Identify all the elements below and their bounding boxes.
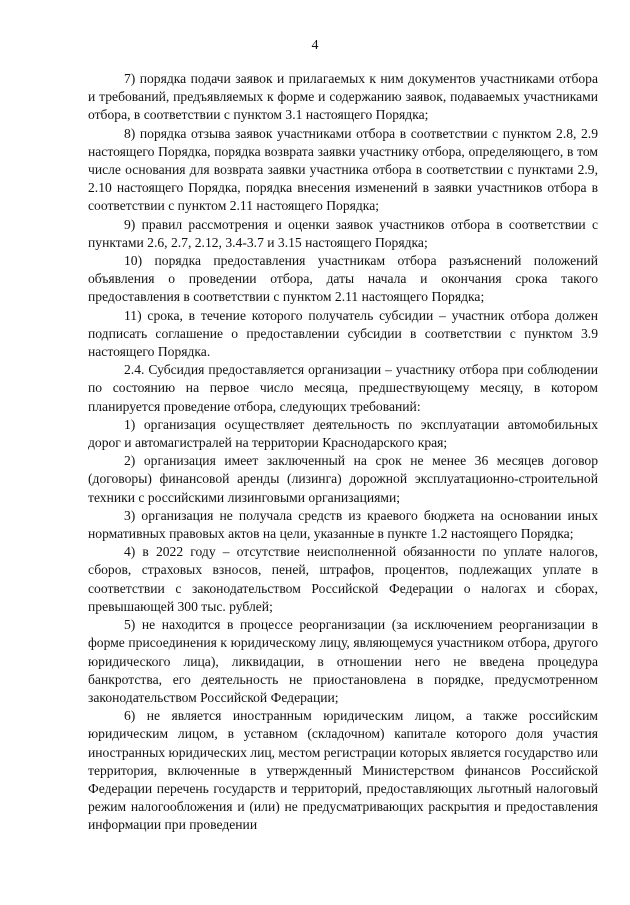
paragraph-section-2-4: 2.4. Субсидия предоставляется организации – участнику отбора при соблюдении по состоянию на первое число месяца, предшествующему месяцу, в котором планируется проведение отбора, следующих требований:: [88, 362, 598, 414]
paragraph-item-10: 10) порядка предоставления участникам отбора разъяснений положений объявления о проведении отбора, даты начала и окончания срока такого предоставления в соответствии с пунктом 2.11 настоящего Порядка;: [88, 253, 598, 305]
page-number: 4: [311, 38, 319, 53]
paragraph-item-11: 11) срока, в течение которого получатель субсидии – участник отбора должен подписать соглашение о предоставлении субсидии в соответствии с пунктом 3.9 настоящего Порядка.: [88, 307, 598, 360]
paragraph-requirement-2: 2) организация имеет заключенный на срок не менее 36 месяцев договор (договоры) финансовой аренды (лизинга) дорожной эксплуатационно-строительной техники с российскими лизинговыми организациями;: [88, 453, 598, 505]
paragraph-requirement-4: 4) в 2022 году – отсутствие неисполненной обязанности по уплате налогов, сборов, страховых взносов, пеней, штрафов, процентов, подлежащих уплате в соответствии с законодательством Российской Федерации о налогах и сборах, превышающей 300 тыс. рублей;: [88, 544, 598, 614]
paragraph-requirement-6: 6) не является иностранным юридическим лицом, а также российским юридическим лицом, в уставном (складочном) капитале которого доля участия иностранных юридических лиц, местом регистрации которых является государство или территория, включенные в утвержденный Министерством финансов Российской Федерации перечень государств и территорий, предоставляющих льготный налоговый режим налогообложения и (или) не предусматривающих раскрытия и предоставления информации при проведении: [88, 708, 598, 833]
paragraph-requirement-5: 5) не находится в процессе реорганизации (за исключением реорганизации в форме присоединения к юридическому лицу, являющемуся участником отбора, другого юридического лица), ликвидации, в отношении него не введена процедура банкротства, его деятельность не приостановлена в порядке, предусмотренном законодательством Российской Федерации;: [88, 617, 598, 705]
paragraph-item-9: 9) правил рассмотрения и оценки заявок участников отбора в соответствии с пунктами 2.6, 2.7, 2.12, 3.4-3.7 и 3.15 настоящего Порядка;: [88, 216, 598, 250]
paragraph-requirement-1: 1) организация осуществляет деятельность по эксплуатации автомобильных дорог и автомагистралей на территории Краснодарского края;: [88, 416, 598, 451]
paragraph-requirement-3: 3) организация не получала средств из краевого бюджета на основании иных нормативных правовых актов на цели, указанные в пункте 1.2 настоящего Порядка;: [88, 507, 598, 542]
document-body: [88, 70, 598, 835]
paragraph-item-7: 7) порядка подачи заявок и прилагаемых к ним документов участниками отбора и требований, предъявляемых к форме и содержанию заявок, подаваемых участниками отбора, в соответствии с пунктом 3.1 настоящего Порядка;: [88, 71, 598, 123]
paragraph-item-8: 8) порядка отзыва заявок участниками отбора в соответствии с пунктом 2.8, 2.9 настоящего Порядка, порядка возврата заявки участнику отбора, определяющего, в том числе основания для возврата заявки участника отбора в соответствии с пунктами 2.9, 2.10 настоящего Порядка, порядка внесения изменений в заявки участников отбора в соответствии с пунктом 2.11 настоящего Порядка;: [88, 125, 598, 214]
